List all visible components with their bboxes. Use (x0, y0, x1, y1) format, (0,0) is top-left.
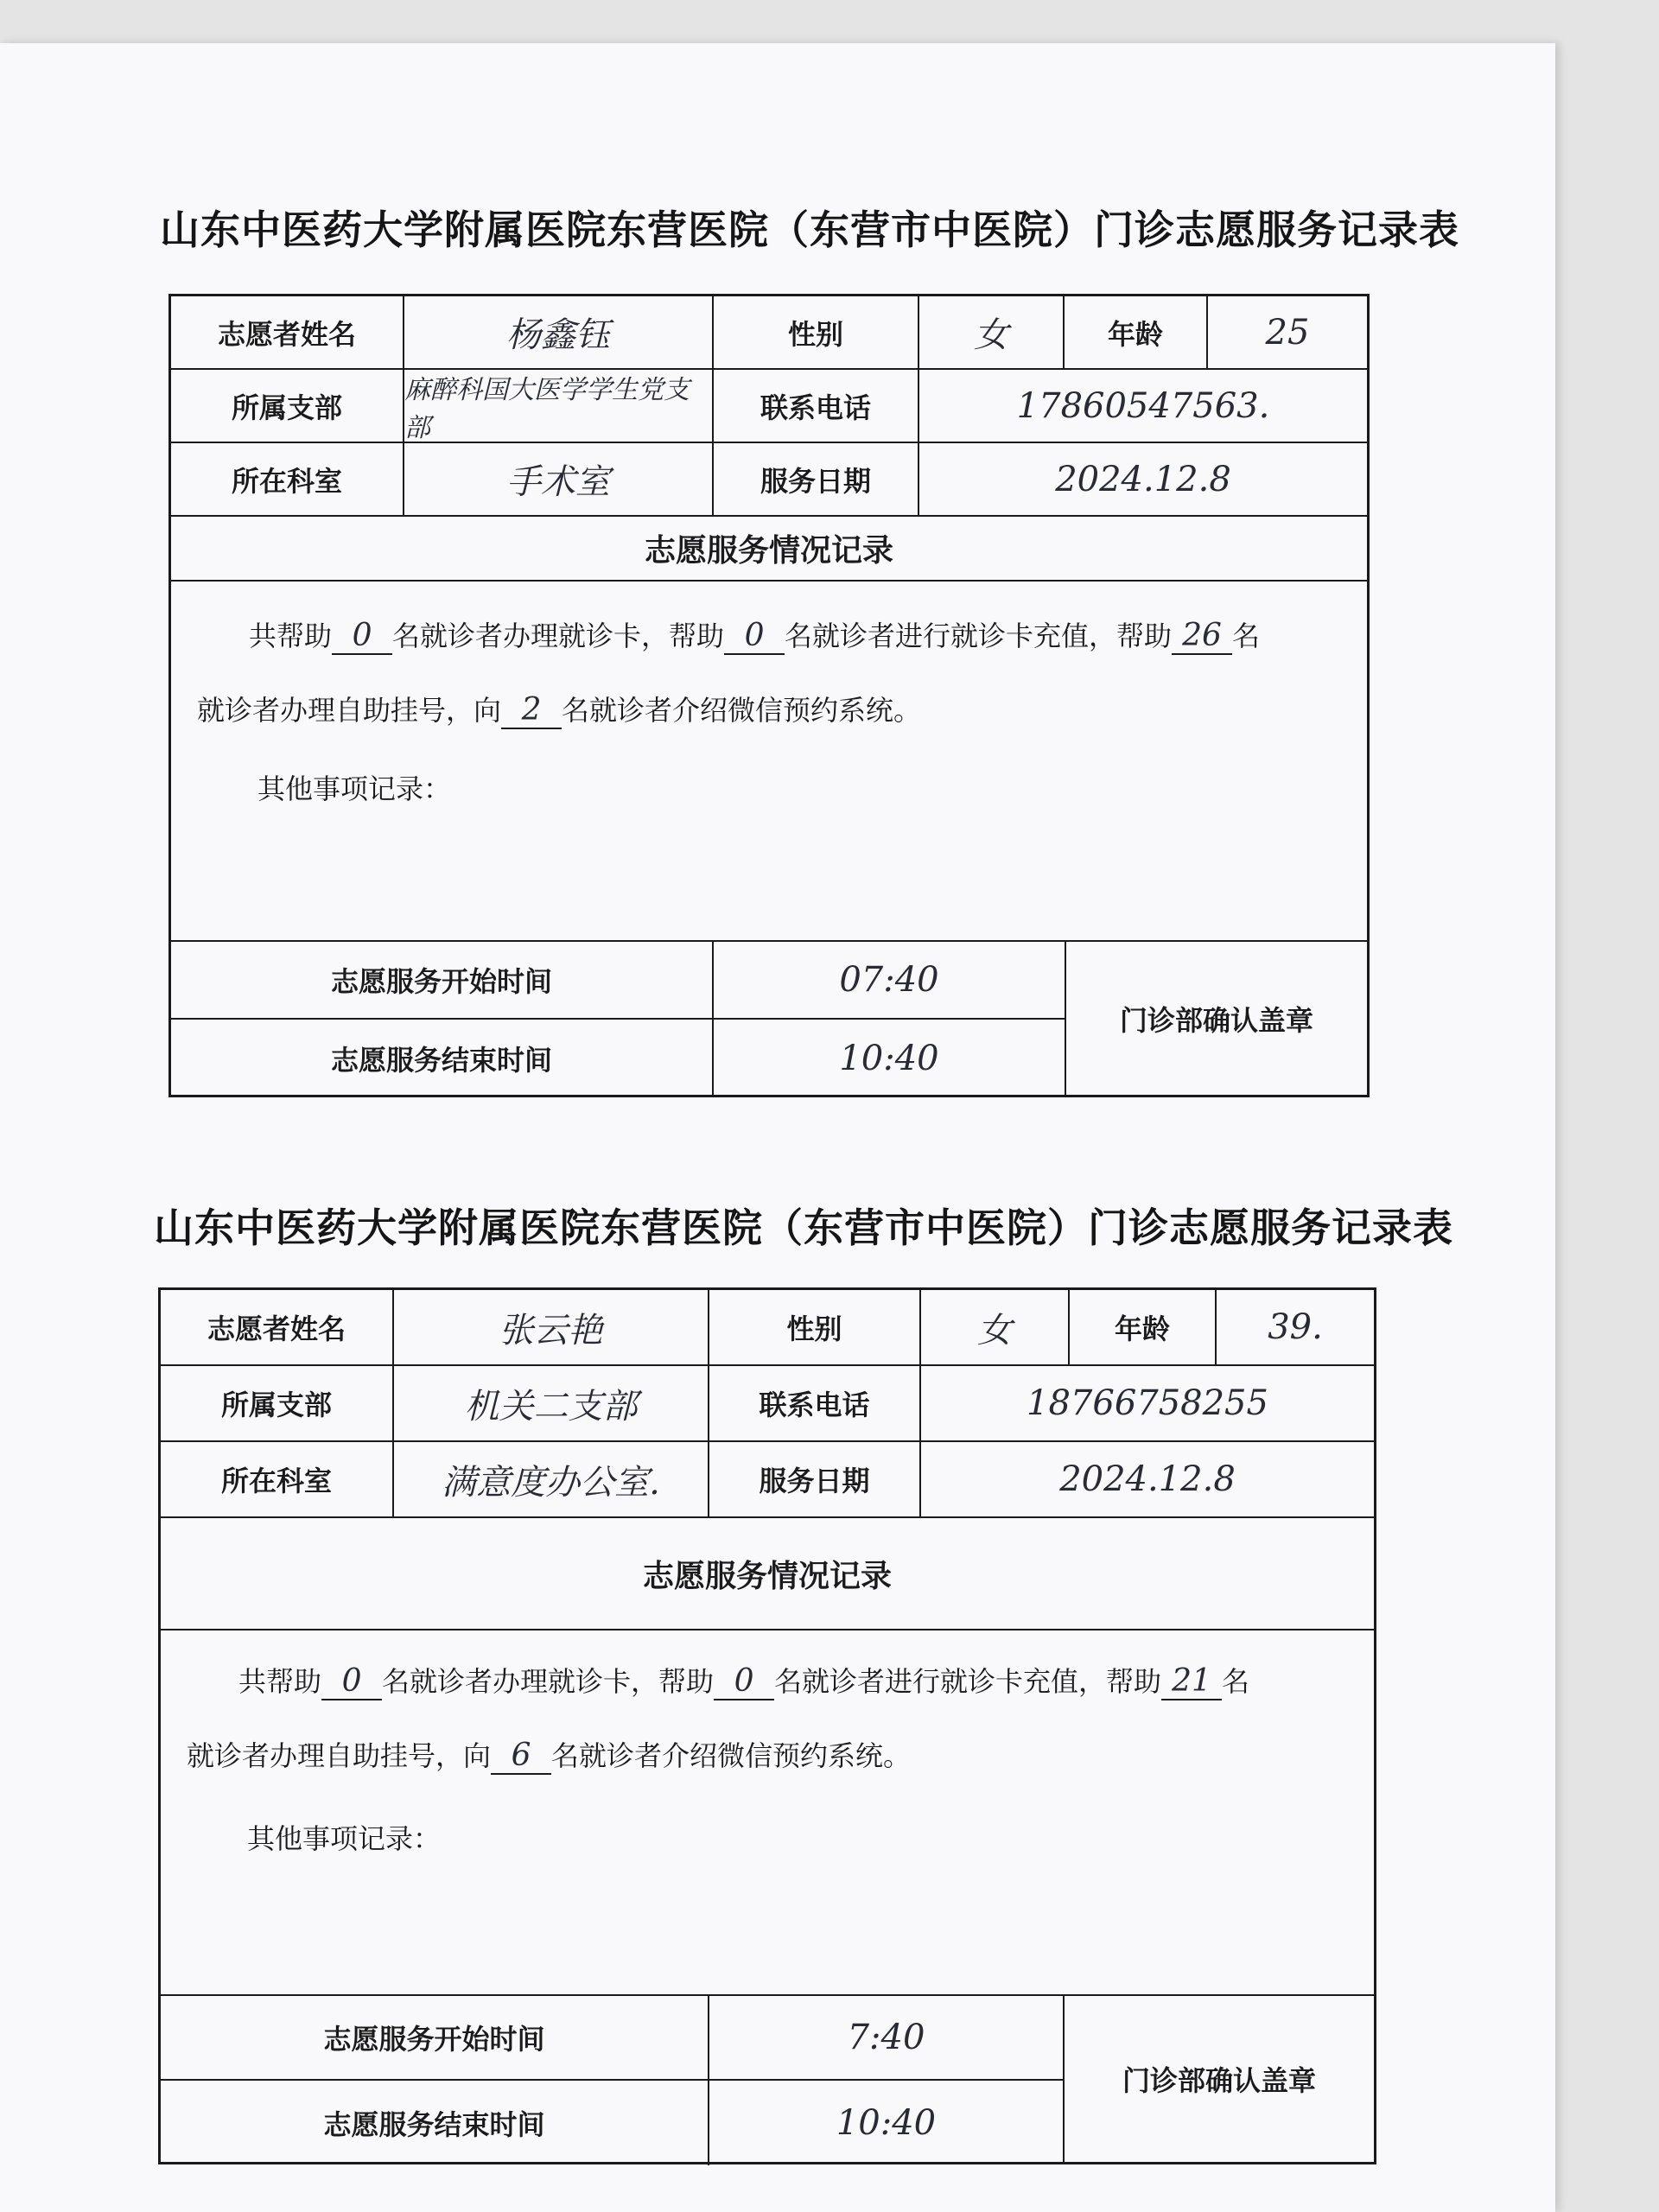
stat-card-topups: 0 (714, 1664, 774, 1700)
start-value: 07:40 (839, 960, 939, 1000)
section-heading: 志愿服务情况记录 (171, 517, 1367, 582)
form-table (168, 294, 1370, 1097)
age-value: 39. (1268, 1307, 1323, 1347)
dept-value: 满意度办公室. (442, 1462, 660, 1503)
row-dept (161, 1442, 1374, 1518)
branch-value: 麻醉科国大医学学生党支部 (404, 374, 690, 443)
end-label: 志愿服务结束时间 (323, 2108, 545, 2141)
gender-value: 女 (977, 1310, 1012, 1351)
stat-cards-issued: 0 (321, 1664, 382, 1700)
start-label: 志愿服务开始时间 (323, 2023, 545, 2056)
label-cell (171, 1020, 714, 1097)
stats-text: 共帮助 (238, 1665, 322, 1698)
stats-text: 名 (1232, 620, 1261, 652)
dept-value: 手术室 (506, 462, 610, 502)
time-area (171, 940, 1367, 1095)
label-cell (714, 296, 919, 368)
dept-label: 所在科室 (231, 464, 342, 498)
row-end-time (161, 2081, 1063, 2165)
label-cell (161, 1290, 394, 1364)
end-value: 10:40 (836, 2103, 937, 2143)
stat-card-topups: 0 (724, 619, 785, 655)
value-cell (921, 1290, 1070, 1364)
section-heading: 志愿服务情况记录 (161, 1518, 1374, 1630)
row-branch (161, 1366, 1374, 1442)
other-notes-label: 其他事项记录： (257, 772, 452, 805)
value-cell (919, 443, 1367, 515)
row-name (171, 296, 1367, 370)
label-cell (709, 1290, 921, 1364)
other-notes-label: 其他事项记录： (247, 1822, 442, 1855)
value-cell (921, 1442, 1374, 1516)
phone-value: 17860547563. (1016, 385, 1270, 426)
row-start-time (171, 942, 1065, 1020)
stats-paragraph (197, 599, 1341, 747)
age-label: 年龄 (1107, 317, 1163, 351)
label-cell (161, 1996, 709, 2079)
name-label: 志愿者姓名 (217, 317, 356, 351)
row-end-time (171, 1020, 1065, 1097)
form-title: 山东中医药大学附属医院东营医院（东营市中医院）门诊志愿服务记录表 (154, 1205, 1453, 1251)
stats-text: 名 (1222, 1665, 1250, 1698)
label-cell (1065, 296, 1208, 368)
stats-text: 名就诊者办理就诊卡，帮助 (392, 620, 725, 652)
value-cell (394, 1442, 709, 1516)
label-cell (709, 1442, 921, 1516)
value-cell (394, 1366, 709, 1440)
label-cell (171, 296, 404, 368)
stats-text: 就诊者办理自助挂号，向 (197, 694, 502, 727)
gender-label: 性别 (786, 1313, 842, 1345)
form-table (158, 1287, 1376, 2164)
row-start-time (161, 1996, 1063, 2081)
stats-text: 名就诊者进行就诊卡充值，帮助 (774, 1665, 1162, 1698)
row-branch (171, 370, 1367, 443)
date-label: 服务日期 (759, 1465, 870, 1497)
branch-label: 所属支部 (220, 1389, 332, 1421)
dept-label: 所在科室 (220, 1465, 332, 1497)
value-cell (919, 296, 1065, 368)
value-cell (1217, 1290, 1374, 1364)
gender-value: 女 (974, 315, 1008, 355)
row-name (161, 1290, 1374, 1366)
value-cell (394, 1290, 709, 1364)
value-cell (714, 1020, 1065, 1097)
value-cell (919, 370, 1367, 442)
age-label: 年龄 (1114, 1313, 1170, 1345)
branch-label: 所属支部 (231, 391, 342, 424)
stats-text: 名就诊者进行就诊卡充值，帮助 (785, 620, 1173, 652)
end-value: 10:40 (839, 1039, 939, 1078)
value-cell (714, 942, 1065, 1018)
stats-text: 名就诊者介绍微信预约系统。 (551, 1739, 912, 1772)
stats-paragraph (187, 1644, 1348, 1793)
label-cell (171, 443, 404, 515)
label-cell (161, 2081, 709, 2165)
stat-self-registrations: 26 (1172, 619, 1232, 655)
stat-wechat-intros: 6 (491, 1738, 551, 1775)
start-label: 志愿服务开始时间 (330, 965, 552, 998)
stat-self-registrations: 21 (1161, 1664, 1222, 1700)
date-value: 2024.12.8 (1059, 1459, 1236, 1499)
value-cell (709, 2081, 1063, 2165)
stats-text: 名就诊者办理就诊卡，帮助 (382, 1665, 715, 1698)
label-cell (161, 1442, 394, 1516)
time-area (161, 1994, 1374, 2162)
row-dept (171, 443, 1367, 517)
label-cell (171, 942, 714, 1018)
name-label: 志愿者姓名 (207, 1313, 346, 1345)
branch-value: 机关二支部 (464, 1386, 638, 1427)
value-cell (404, 443, 714, 515)
stat-wechat-intros: 2 (501, 693, 562, 729)
stats-text: 名就诊者介绍微信预约系统。 (562, 694, 922, 727)
label-cell (1070, 1290, 1217, 1364)
age-value: 25 (1265, 312, 1310, 353)
label-cell (171, 370, 404, 442)
stats-text: 共帮助 (249, 620, 333, 652)
stats-text: 就诊者办理自助挂号，向 (187, 1739, 492, 1772)
label-cell (709, 1366, 921, 1440)
name-value: 张云艳 (499, 1310, 603, 1351)
value-cell (709, 1996, 1063, 2079)
label-cell (714, 443, 919, 515)
record-form-1 (160, 199, 1459, 1106)
label-cell (161, 1366, 394, 1440)
label-cell (714, 370, 919, 442)
date-value: 2024.12.8 (1055, 459, 1231, 499)
stamp-area: 门诊部确认盖章 (1065, 942, 1367, 1095)
stat-cards-issued: 0 (332, 619, 392, 655)
phone-label: 联系电话 (759, 1389, 870, 1421)
end-label: 志愿服务结束时间 (330, 1044, 552, 1077)
start-value: 7:40 (847, 2018, 925, 2057)
stamp-area: 门诊部确认盖章 (1063, 1996, 1374, 2162)
value-cell (921, 1366, 1374, 1440)
value-cell (404, 296, 714, 368)
phone-label: 联系电话 (760, 391, 871, 424)
name-value: 杨鑫钰 (506, 315, 610, 355)
phone-value: 18766758255 (1027, 1383, 1268, 1423)
value-cell (1208, 296, 1367, 368)
gender-label: 性别 (787, 317, 843, 351)
record-form-2 (154, 1197, 1453, 2173)
date-label: 服务日期 (760, 464, 871, 498)
value-cell (404, 370, 714, 442)
form-title: 山东中医药大学附属医院东营医院（东营市中医院）门诊志愿服务记录表 (160, 207, 1459, 253)
